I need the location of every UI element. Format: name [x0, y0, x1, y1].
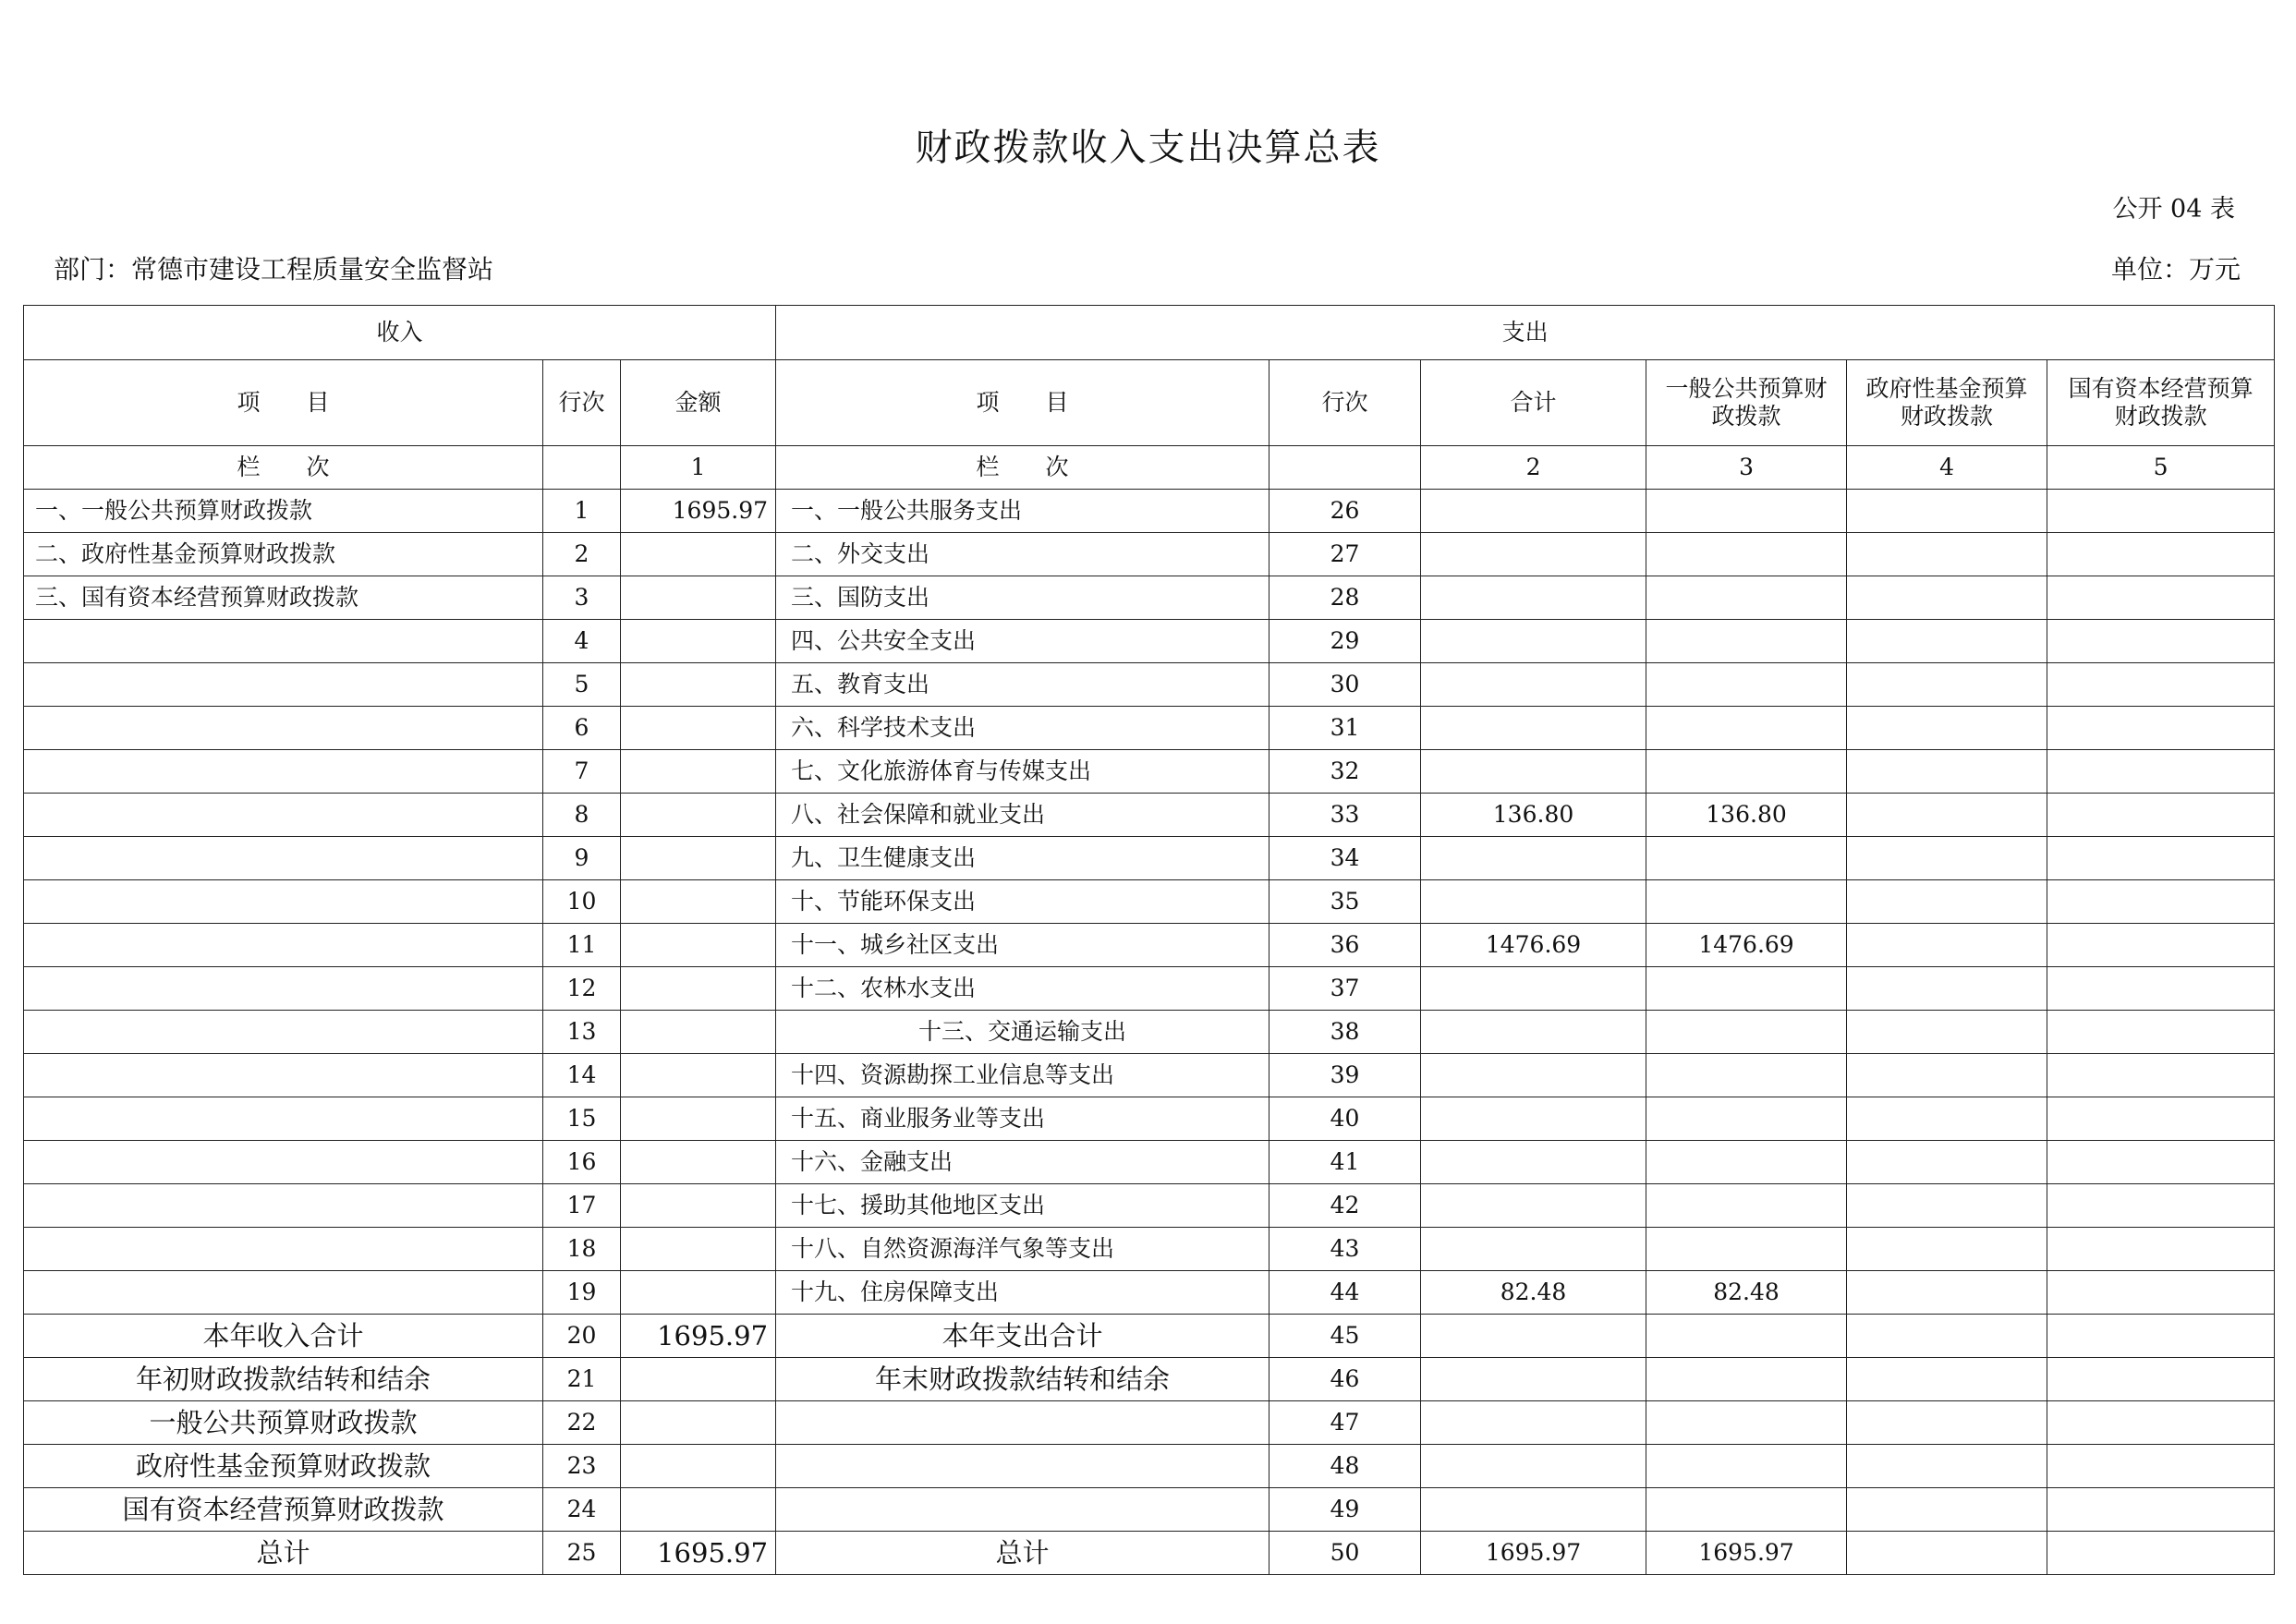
- expense-item-cell: 九、卫生健康支出: [776, 837, 1269, 880]
- total-cell: [1421, 1228, 1646, 1271]
- expense-row-no-cell: 43: [1269, 1228, 1421, 1271]
- total-cell: [1421, 750, 1646, 794]
- income-item-cell: [24, 1141, 543, 1184]
- column-index-general: 3: [1646, 446, 1847, 490]
- income-amount-cell: [621, 1097, 776, 1141]
- table-row: [24, 533, 2275, 576]
- expense-item-cell: 六、科学技术支出: [776, 707, 1269, 750]
- fund-budget-cell: [1847, 1315, 2047, 1358]
- fund-budget-cell: [1847, 1184, 2047, 1228]
- column-index-empty: [543, 446, 621, 490]
- expense-item-cell: 三、国防支出: [776, 576, 1269, 620]
- expense-item-cell: 本年支出合计: [776, 1315, 1269, 1358]
- income-row-no-cell: 25: [543, 1532, 621, 1575]
- table-row: [24, 707, 2275, 750]
- income-item-cell: [24, 794, 543, 837]
- table-row: [24, 1141, 2275, 1184]
- income-item-cell: 三、国有资本经营预算财政拨款: [24, 576, 543, 620]
- income-item-cell: [24, 663, 543, 707]
- unit-label: 单位：万元: [2110, 254, 2241, 285]
- total-cell: [1421, 880, 1646, 924]
- general-budget-cell: [1646, 837, 1847, 880]
- general-budget-header: 一般公共预算财政拨款: [1646, 360, 1847, 446]
- income-row-no-cell: 14: [543, 1054, 621, 1097]
- fund-budget-cell: [1847, 924, 2047, 967]
- state-capital-cell: [2047, 837, 2275, 880]
- income-item-cell: [24, 1271, 543, 1315]
- column-index-row: [24, 446, 2275, 490]
- fund-budget-cell: [1847, 794, 2047, 837]
- expense-row-no-cell: 49: [1269, 1488, 1421, 1532]
- total-cell: [1421, 837, 1646, 880]
- table-row: [24, 1228, 2275, 1271]
- expense-item-cell: 十一、城乡社区支出: [776, 924, 1269, 967]
- expense-row-no-cell: 34: [1269, 837, 1421, 880]
- expense-item-cell: 十、节能环保支出: [776, 880, 1269, 924]
- fiscal-table: [23, 305, 2275, 1575]
- general-budget-cell: 136.80: [1646, 794, 1847, 837]
- table-row: [24, 620, 2275, 663]
- fund-budget-cell: [1847, 663, 2047, 707]
- total-cell: [1421, 1011, 1646, 1054]
- fund-budget-cell: [1847, 1532, 2047, 1575]
- table-row: [24, 794, 2275, 837]
- income-amount-cell: [621, 663, 776, 707]
- state-capital-cell: [2047, 794, 2275, 837]
- state-capital-cell: [2047, 880, 2275, 924]
- state-capital-cell: [2047, 1141, 2275, 1184]
- income-item-cell: 本年收入合计: [24, 1315, 543, 1358]
- fund-budget-cell: [1847, 1054, 2047, 1097]
- table-row: [24, 1184, 2275, 1228]
- income-row-no-cell: 8: [543, 794, 621, 837]
- total-cell: [1421, 1141, 1646, 1184]
- general-budget-cell: [1646, 1358, 1847, 1401]
- expense-row-no-cell: 28: [1269, 576, 1421, 620]
- expense-row-no-cell: 26: [1269, 490, 1421, 533]
- state-capital-cell: [2047, 1358, 2275, 1401]
- general-budget-cell: [1646, 750, 1847, 794]
- state-capital-cell: [2047, 750, 2275, 794]
- fund-budget-cell: [1847, 620, 2047, 663]
- fund-budget-cell: [1847, 1271, 2047, 1315]
- expense-item-cell: 一、一般公共服务支出: [776, 490, 1269, 533]
- table-row: [24, 1054, 2275, 1097]
- general-budget-cell: [1646, 1488, 1847, 1532]
- total-cell: [1421, 576, 1646, 620]
- table-row: [24, 750, 2275, 794]
- state-capital-cell: [2047, 620, 2275, 663]
- expense-row-no-cell: 32: [1269, 750, 1421, 794]
- income-row-no-cell: 16: [543, 1141, 621, 1184]
- fund-budget-cell: [1847, 1401, 2047, 1445]
- income-amount-cell: [621, 880, 776, 924]
- income-row-no-cell: 23: [543, 1445, 621, 1488]
- income-amount-cell: [621, 1445, 776, 1488]
- income-row-no-cell: 2: [543, 533, 621, 576]
- expense-item-cell: 十八、自然资源海洋气象等支出: [776, 1228, 1269, 1271]
- state-capital-cell: [2047, 924, 2275, 967]
- fund-budget-cell: [1847, 1141, 2047, 1184]
- state-capital-cell: [2047, 1445, 2275, 1488]
- expense-row-no-cell: 35: [1269, 880, 1421, 924]
- income-item-cell: [24, 924, 543, 967]
- table-row: [24, 924, 2275, 967]
- expense-item-cell: [776, 1488, 1269, 1532]
- state-capital-cell: [2047, 576, 2275, 620]
- fund-budget-cell: [1847, 490, 2047, 533]
- income-item-cell: 一、一般公共预算财政拨款: [24, 490, 543, 533]
- general-budget-cell: [1646, 576, 1847, 620]
- income-amount-cell: 1695.97: [621, 1532, 776, 1575]
- income-amount-cell: [621, 533, 776, 576]
- state-capital-cell: [2047, 1184, 2275, 1228]
- expense-row-no-cell: 37: [1269, 967, 1421, 1011]
- income-amount-header: 金额: [621, 360, 776, 446]
- expense-item-cell: 总计: [776, 1532, 1269, 1575]
- income-amount-cell: [621, 1011, 776, 1054]
- table-row: [24, 967, 2275, 1011]
- column-index-empty: [1269, 446, 1421, 490]
- fund-budget-cell: [1847, 576, 2047, 620]
- income-item-cell: [24, 837, 543, 880]
- expense-row-no-cell: 41: [1269, 1141, 1421, 1184]
- expense-row-no-cell: 39: [1269, 1054, 1421, 1097]
- income-item-cell: [24, 1054, 543, 1097]
- general-budget-cell: [1646, 1054, 1847, 1097]
- total-cell: [1421, 663, 1646, 707]
- income-amount-cell: 1695.97: [621, 1315, 776, 1358]
- general-budget-cell: [1646, 967, 1847, 1011]
- column-index-total: 2: [1421, 446, 1646, 490]
- income-item-cell: 年初财政拨款结转和结余: [24, 1358, 543, 1401]
- state-capital-cell: [2047, 967, 2275, 1011]
- state-capital-cell: [2047, 707, 2275, 750]
- fund-budget-cell: [1847, 1445, 2047, 1488]
- total-cell: [1421, 967, 1646, 1011]
- state-capital-header: 国有资本经营预算财政拨款: [2047, 360, 2275, 446]
- income-row-no-header: 行次: [543, 360, 621, 446]
- income-amount-cell: [621, 620, 776, 663]
- expense-row-no-cell: 30: [1269, 663, 1421, 707]
- expense-item-cell: 二、外交支出: [776, 533, 1269, 576]
- fund-budget-cell: [1847, 1097, 2047, 1141]
- state-capital-cell: [2047, 1532, 2275, 1575]
- income-row-no-cell: 3: [543, 576, 621, 620]
- expense-row-no-cell: 42: [1269, 1184, 1421, 1228]
- fund-budget-cell: [1847, 707, 2047, 750]
- state-capital-cell: [2047, 1228, 2275, 1271]
- income-amount-cell: [621, 1401, 776, 1445]
- state-capital-cell: [2047, 533, 2275, 576]
- fund-budget-cell: [1847, 1228, 2047, 1271]
- general-budget-cell: [1646, 1401, 1847, 1445]
- income-item-cell: [24, 1184, 543, 1228]
- income-amount-cell: [621, 707, 776, 750]
- expense-row-no-header: 行次: [1269, 360, 1421, 446]
- state-capital-cell: [2047, 1097, 2275, 1141]
- general-budget-cell: [1646, 707, 1847, 750]
- general-budget-cell: [1646, 1184, 1847, 1228]
- fund-budget-cell: [1847, 837, 2047, 880]
- state-capital-cell: [2047, 1315, 2275, 1358]
- income-amount-cell: [621, 837, 776, 880]
- expense-item-cell: 十六、金融支出: [776, 1141, 1269, 1184]
- income-row-no-cell: 20: [543, 1315, 621, 1358]
- general-budget-cell: [1646, 1141, 1847, 1184]
- total-cell: [1421, 1315, 1646, 1358]
- income-row-no-cell: 15: [543, 1097, 621, 1141]
- income-row-no-cell: 10: [543, 880, 621, 924]
- income-row-no-cell: 22: [543, 1401, 621, 1445]
- income-row-no-cell: 18: [543, 1228, 621, 1271]
- general-budget-cell: [1646, 1097, 1847, 1141]
- total-cell: [1421, 1097, 1646, 1141]
- income-item-cell: [24, 620, 543, 663]
- income-item-cell: [24, 707, 543, 750]
- page-title: 财政拨款收入支出决算总表: [915, 127, 1381, 169]
- expense-row-no-cell: 29: [1269, 620, 1421, 663]
- income-row-no-cell: 19: [543, 1271, 621, 1315]
- fund-budget-cell: [1847, 1358, 2047, 1401]
- table-row: [24, 1401, 2275, 1445]
- income-item-cell: [24, 967, 543, 1011]
- income-row-no-cell: 13: [543, 1011, 621, 1054]
- total-cell: 82.48: [1421, 1271, 1646, 1315]
- income-amount-cell: [621, 1054, 776, 1097]
- income-amount-cell: [621, 1488, 776, 1532]
- expense-row-no-cell: 44: [1269, 1271, 1421, 1315]
- income-row-no-cell: 24: [543, 1488, 621, 1532]
- income-row-no-cell: 11: [543, 924, 621, 967]
- income-item-cell: 一般公共预算财政拨款: [24, 1401, 543, 1445]
- state-capital-cell: [2047, 490, 2275, 533]
- total-header: 合计: [1421, 360, 1646, 446]
- income-amount-cell: [621, 967, 776, 1011]
- total-cell: [1421, 620, 1646, 663]
- income-item-cell: [24, 750, 543, 794]
- expense-item-cell: 十二、农林水支出: [776, 967, 1269, 1011]
- general-budget-cell: [1646, 533, 1847, 576]
- expense-item-cell: 十九、住房保障支出: [776, 1271, 1269, 1315]
- income-amount-cell: [621, 1358, 776, 1401]
- department-label: 部门：常德市建设工程质量安全监督站: [54, 254, 494, 285]
- expense-item-cell: 四、公共安全支出: [776, 620, 1269, 663]
- expense-row-no-cell: 27: [1269, 533, 1421, 576]
- income-section-header: 收入: [24, 306, 776, 360]
- state-capital-cell: [2047, 1401, 2275, 1445]
- table-row: [24, 1532, 2275, 1575]
- income-amount-cell: [621, 576, 776, 620]
- total-cell: 1695.97: [1421, 1532, 1646, 1575]
- expense-row-no-cell: 50: [1269, 1532, 1421, 1575]
- state-capital-cell: [2047, 1488, 2275, 1532]
- expense-item-cell: 十七、援助其他地区支出: [776, 1184, 1269, 1228]
- table-row: [24, 1271, 2275, 1315]
- income-row-no-cell: 7: [543, 750, 621, 794]
- total-cell: [1421, 1184, 1646, 1228]
- general-budget-cell: [1646, 880, 1847, 924]
- fund-budget-cell: [1847, 967, 2047, 1011]
- income-amount-cell: [621, 924, 776, 967]
- income-item-cell: 国有资本经营预算财政拨款: [24, 1488, 543, 1532]
- total-cell: [1421, 1445, 1646, 1488]
- total-cell: [1421, 1401, 1646, 1445]
- expense-row-no-cell: 47: [1269, 1401, 1421, 1445]
- general-budget-cell: [1646, 1011, 1847, 1054]
- state-capital-cell: [2047, 1054, 2275, 1097]
- table-row: [24, 1445, 2275, 1488]
- expense-row-no-cell: 38: [1269, 1011, 1421, 1054]
- income-amount-cell: [621, 1184, 776, 1228]
- general-budget-cell: [1646, 1445, 1847, 1488]
- income-row-no-cell: 9: [543, 837, 621, 880]
- total-cell: [1421, 707, 1646, 750]
- table-row: [24, 576, 2275, 620]
- general-budget-cell: [1646, 620, 1847, 663]
- expense-item-cell: 五、教育支出: [776, 663, 1269, 707]
- income-amount-cell: 1695.97: [621, 490, 776, 533]
- expense-row-no-cell: 36: [1269, 924, 1421, 967]
- expense-row-no-cell: 46: [1269, 1358, 1421, 1401]
- income-amount-cell: [621, 1141, 776, 1184]
- general-budget-cell: [1646, 663, 1847, 707]
- income-row-no-cell: 6: [543, 707, 621, 750]
- fund-budget-cell: [1847, 1488, 2047, 1532]
- form-number: 公开 04 表: [2112, 195, 2235, 224]
- column-index-exp-label: 栏 次: [776, 446, 1269, 490]
- income-item-cell: [24, 1097, 543, 1141]
- income-amount-cell: [621, 1271, 776, 1315]
- total-cell: 136.80: [1421, 794, 1646, 837]
- expense-section-header: 支出: [776, 306, 2275, 360]
- total-cell: [1421, 1358, 1646, 1401]
- table-row: [24, 837, 2275, 880]
- expense-item-cell: 七、文化旅游体育与传媒支出: [776, 750, 1269, 794]
- income-item-cell: 二、政府性基金预算财政拨款: [24, 533, 543, 576]
- income-row-no-cell: 4: [543, 620, 621, 663]
- income-item-cell: 政府性基金预算财政拨款: [24, 1445, 543, 1488]
- fund-budget-cell: [1847, 750, 2047, 794]
- column-index-state: 5: [2047, 446, 2275, 490]
- expense-item-header: 项 目: [776, 360, 1269, 446]
- general-budget-cell: [1646, 1228, 1847, 1271]
- expense-item-cell: 年末财政拨款结转和结余: [776, 1358, 1269, 1401]
- income-item-cell: [24, 1011, 543, 1054]
- column-index-amount: 1: [621, 446, 776, 490]
- general-budget-cell: 1476.69: [1646, 924, 1847, 967]
- total-cell: [1421, 533, 1646, 576]
- income-row-no-cell: 21: [543, 1358, 621, 1401]
- fund-budget-cell: [1847, 1011, 2047, 1054]
- expense-row-no-cell: 31: [1269, 707, 1421, 750]
- income-row-no-cell: 12: [543, 967, 621, 1011]
- income-amount-cell: [621, 794, 776, 837]
- income-item-cell: [24, 880, 543, 924]
- income-amount-cell: [621, 750, 776, 794]
- table-row: [24, 663, 2275, 707]
- table-row: [24, 1011, 2275, 1054]
- expense-item-cell: 八、社会保障和就业支出: [776, 794, 1269, 837]
- table-row: [24, 880, 2275, 924]
- total-cell: [1421, 1488, 1646, 1532]
- state-capital-cell: [2047, 663, 2275, 707]
- expense-item-cell: 十四、资源勘探工业信息等支出: [776, 1054, 1269, 1097]
- general-budget-cell: [1646, 1315, 1847, 1358]
- general-budget-cell: 82.48: [1646, 1271, 1847, 1315]
- total-cell: 1476.69: [1421, 924, 1646, 967]
- column-header-row: [24, 360, 2275, 446]
- state-capital-cell: [2047, 1271, 2275, 1315]
- expense-item-cell: 十五、商业服务业等支出: [776, 1097, 1269, 1141]
- income-item-header: 项 目: [24, 360, 543, 446]
- table-row: [24, 1488, 2275, 1532]
- income-amount-cell: [621, 1228, 776, 1271]
- fund-budget-cell: [1847, 533, 2047, 576]
- expense-row-no-cell: 45: [1269, 1315, 1421, 1358]
- total-cell: [1421, 490, 1646, 533]
- general-budget-cell: [1646, 490, 1847, 533]
- table-row: [24, 1315, 2275, 1358]
- income-row-no-cell: 17: [543, 1184, 621, 1228]
- state-capital-cell: [2047, 1011, 2275, 1054]
- expense-row-no-cell: 40: [1269, 1097, 1421, 1141]
- fund-budget-header: 政府性基金预算财政拨款: [1847, 360, 2047, 446]
- income-row-no-cell: 1: [543, 490, 621, 533]
- expense-item-cell: [776, 1401, 1269, 1445]
- total-cell: [1421, 1054, 1646, 1097]
- expense-item-cell: [776, 1445, 1269, 1488]
- section-header-row: [24, 306, 2275, 360]
- income-item-cell: 总计: [24, 1532, 543, 1575]
- table-row: [24, 1358, 2275, 1401]
- income-item-cell: [24, 1228, 543, 1271]
- column-index-label: 栏 次: [24, 446, 543, 490]
- general-budget-cell: 1695.97: [1646, 1532, 1847, 1575]
- column-index-fund: 4: [1847, 446, 2047, 490]
- table-row: [24, 1097, 2275, 1141]
- income-row-no-cell: 5: [543, 663, 621, 707]
- fund-budget-cell: [1847, 880, 2047, 924]
- expense-row-no-cell: 48: [1269, 1445, 1421, 1488]
- table-row: [24, 490, 2275, 533]
- expense-item-cell: 十三、交通运输支出: [776, 1011, 1269, 1054]
- expense-row-no-cell: 33: [1269, 794, 1421, 837]
